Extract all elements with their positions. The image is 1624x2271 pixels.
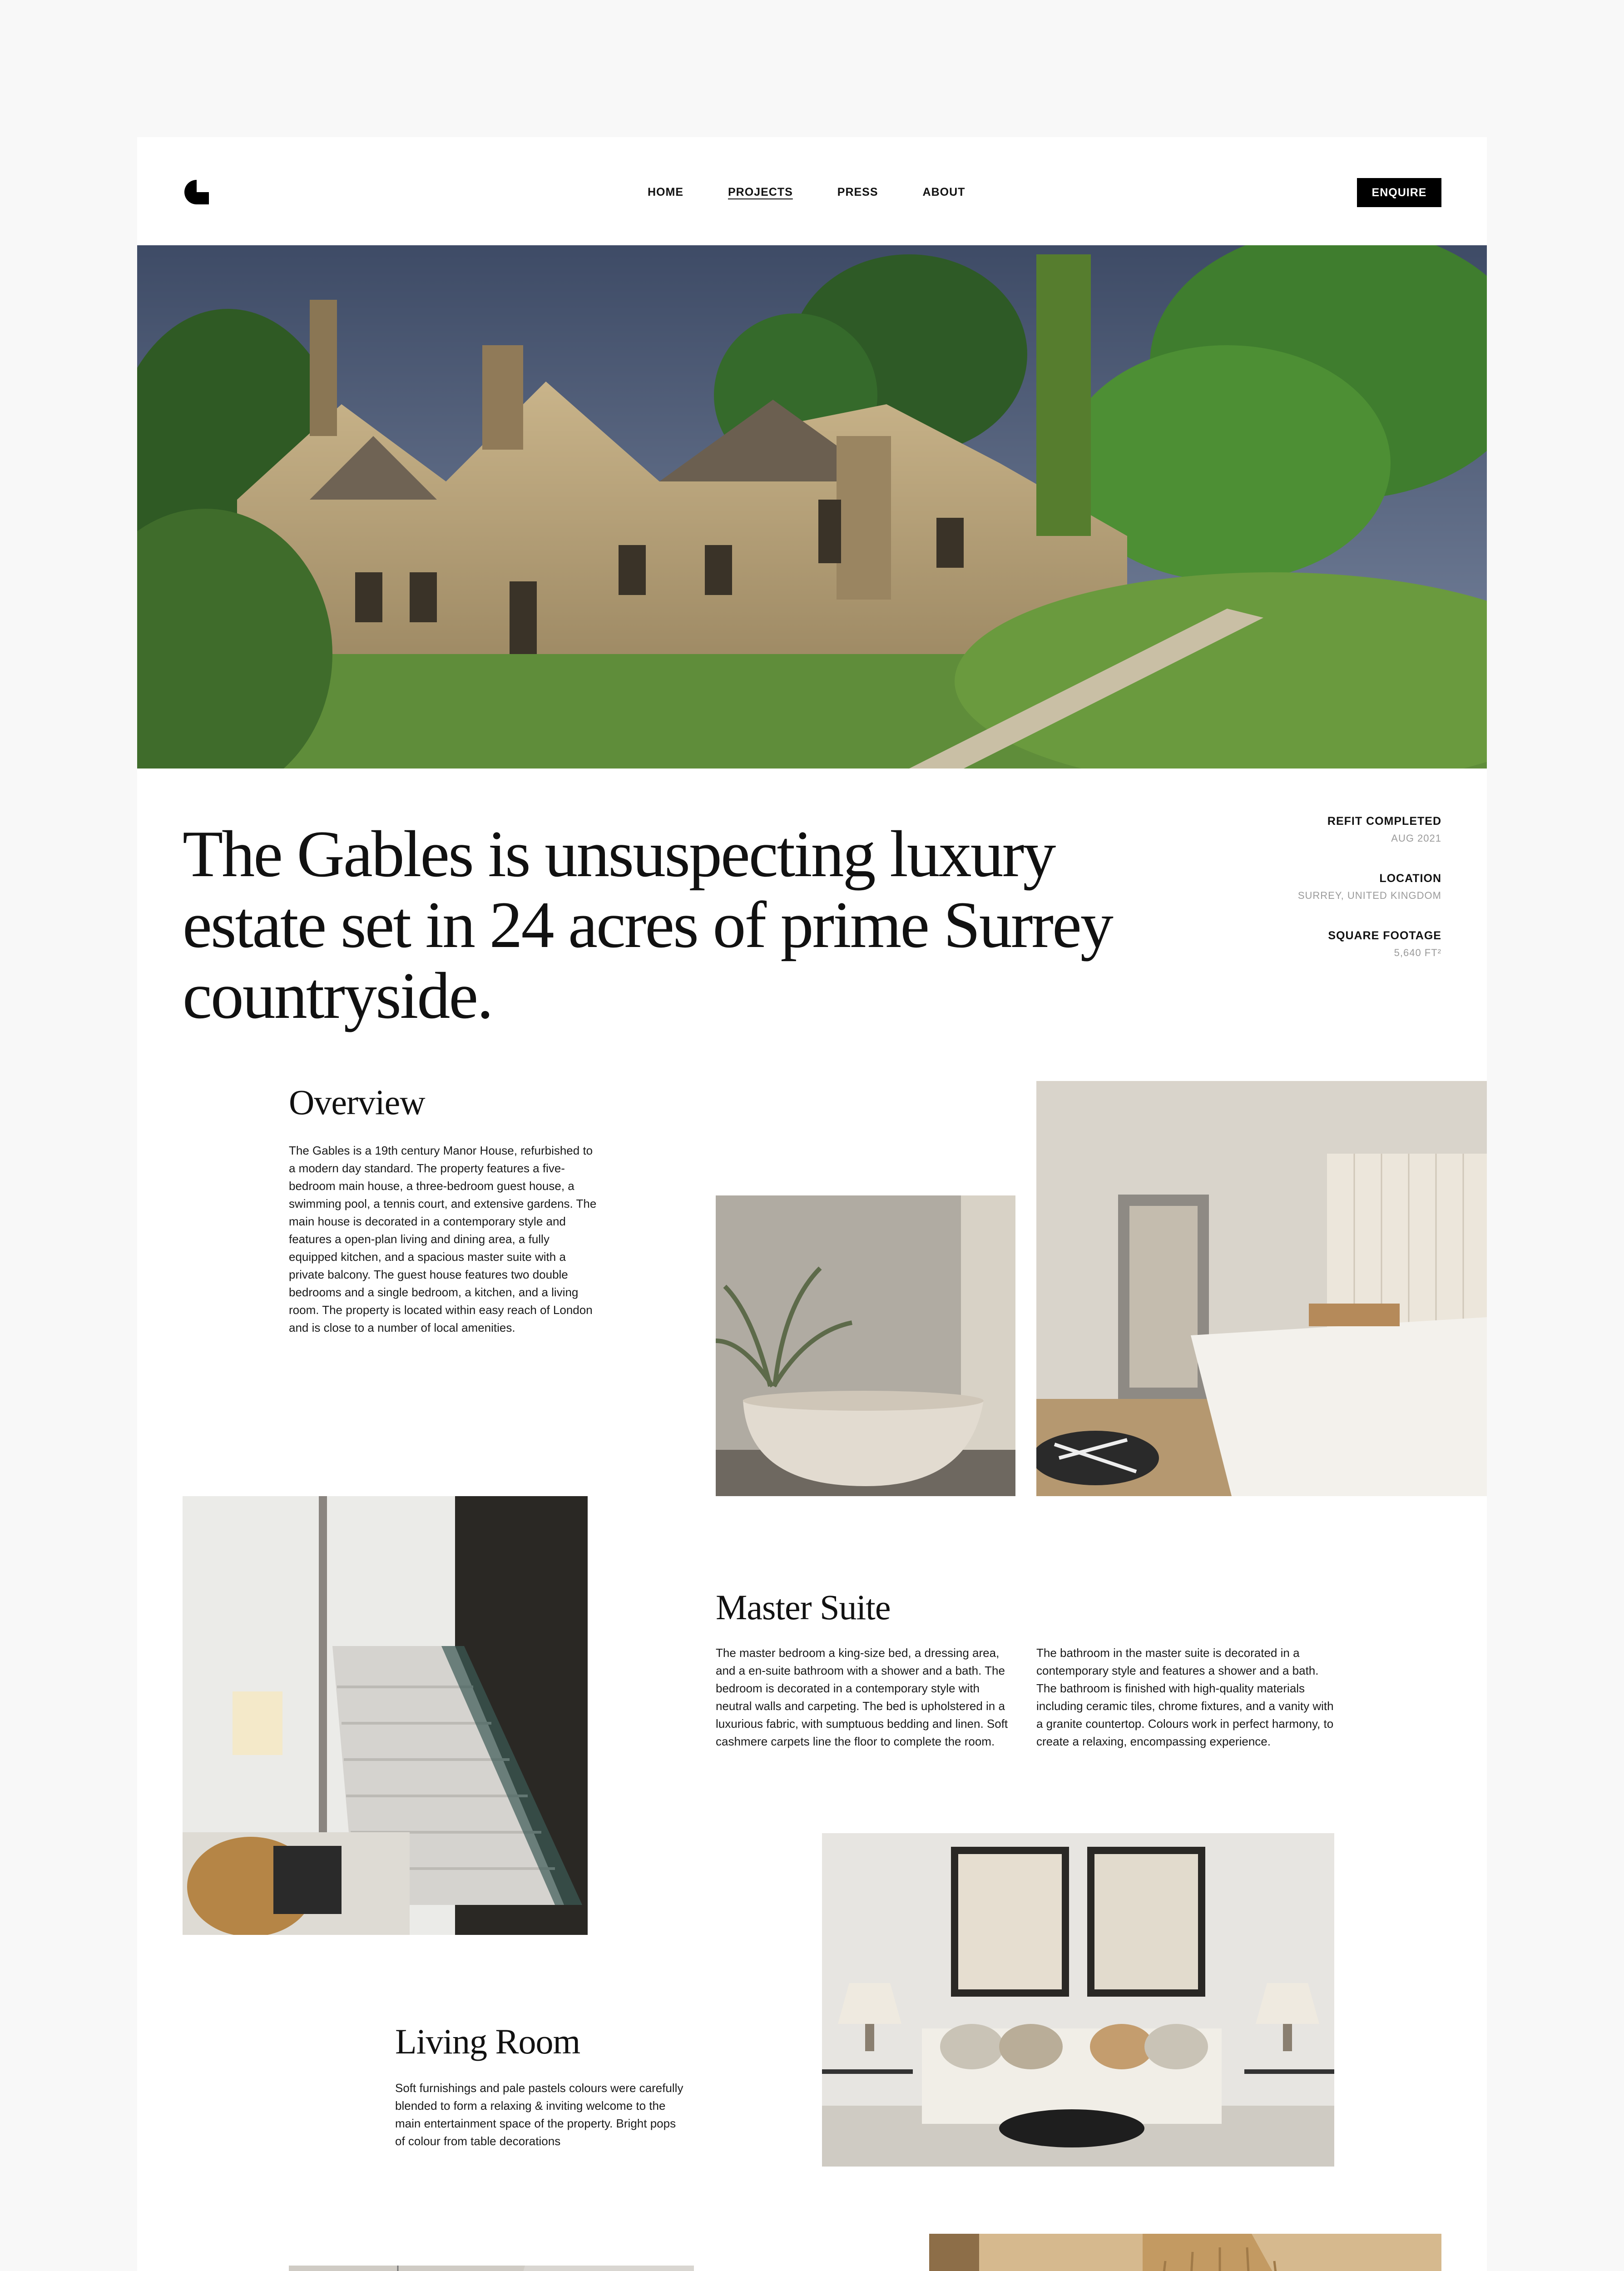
page-card	[137, 137, 1487, 2271]
console-table-image	[289, 2266, 694, 2271]
living-room-image	[822, 1833, 1334, 2167]
bedroom-image	[1036, 1081, 1487, 1496]
meta-footage	[1328, 929, 1441, 959]
nav-projects[interactable]: PROJECTS	[728, 186, 793, 198]
meta-location	[1298, 872, 1441, 902]
c-logo-icon[interactable]	[183, 178, 211, 206]
nav-about[interactable]: ABOUT	[922, 186, 965, 198]
bathroom-image	[716, 1195, 1015, 1496]
meta-refit-label: REFIT COMPLETED	[1327, 815, 1441, 828]
living-room-title: Living Room	[395, 2022, 580, 2061]
living-room-body: Soft furnishings and pale pastels colours were carefully blended to form a relaxing & inviting welcome to the main entertainment space of the property. Bright pops of colour from table decorations	[395, 2081, 683, 2148]
hero-image	[137, 245, 1487, 769]
nav-home[interactable]: HOME	[648, 186, 683, 198]
meta-footage-value: 5,640 FT²	[1394, 947, 1441, 958]
overview-body: The Gables is a 19th century Manor House, refurbished to a modern day standard. The property features a five-bedroom main house, a three-bedroom guest house, a swimming pool, a tennis court, and extensive gardens. The main house is decorated in a contemporary style and features a open-plan living and dining area, a fully equipped kitchen, and a spacious master suite with a private balcony. The guest house features two double bedrooms and a single bedroom, a kitchen, and a living room. The property is located within easy reach of London and is close to a number of local amenities.	[289, 1144, 597, 1334]
page-headline: The Gables is unsuspecting luxury estate set in 24 acres of prime Surrey countryside.	[183, 817, 1112, 1032]
meta-location-label: LOCATION	[1379, 872, 1441, 885]
meta-refit	[1327, 815, 1441, 844]
enquire-button[interactable]: ENQUIRE	[1357, 178, 1441, 207]
master-suite-title: Master Suite	[716, 1587, 891, 1627]
meta-refit-value: AUG 2021	[1391, 833, 1441, 844]
kitchen-image	[929, 2234, 1441, 2271]
overview-title: Overview	[289, 1082, 425, 1122]
master-suite-body-right: The bathroom in the master suite is decorated in a contemporary style and features a shower and a bath. The bathroom is finished with high-quality materials including ceramic tiles, chrome fixtures, and a vanity with a granite countertop. Colours work in perfect harmony, to create a relaxing, encompassing experience.	[1036, 1646, 1334, 1748]
master-suite-body-left: The master bedroom a king-size bed, a dressing area, and a en-suite bathroom with a shower and a bath. The bedroom is decorated in a contemporary style with neutral walls and carpeting. The bed is upholstered in a luxurious fabric, with sumptuous bedding and linen. Soft cashmere carpets line the floor to complete the room.	[716, 1646, 1008, 1748]
meta-location-value: SURREY, UNITED KINGDOM	[1297, 890, 1441, 901]
main-nav	[648, 181, 965, 203]
nav-press[interactable]: PRESS	[837, 186, 878, 198]
meta-footage-label: SQUARE FOOTAGE	[1328, 929, 1441, 942]
staircase-image	[183, 1496, 588, 1935]
